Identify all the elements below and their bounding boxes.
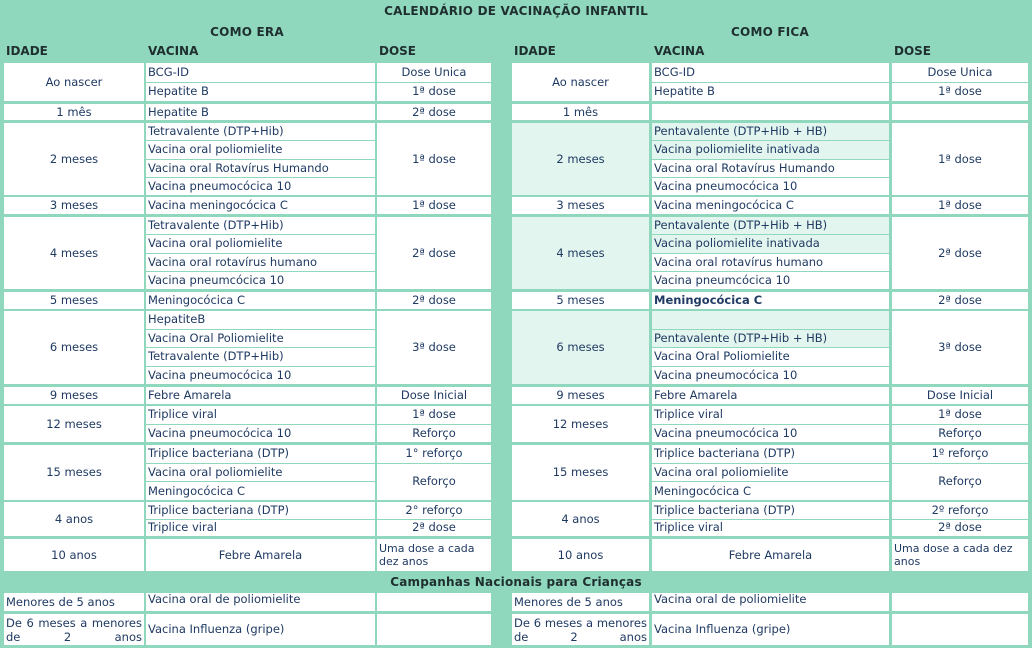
age-cell-new: 5 meses [512,292,649,309]
dose-cell-old: 2ª dose [377,217,491,289]
right-campaign-vaccine: Vacina Influenza (gripe) [652,614,889,645]
right-header-age: IDADE [512,43,649,60]
vaccine-cell-old: Vacina oral Rotavírus Humando [146,160,375,177]
dose-cell-new: Dose Unica [892,63,1028,82]
vaccine-cell-new: Pentavalente (DTP+Hib + HB) [652,123,889,140]
campaigns-title: Campanhas Nacionais para Crianças [4,574,1028,590]
vaccine-cell-new: Triplice bacteriana (DTP) [652,445,889,463]
vaccine-cell-old: Vacina oral poliomielite [146,235,375,252]
vaccine-cell-old: Vacina oral poliomielite [146,141,375,158]
vaccine-cell-old: BCG-ID [146,63,375,82]
right-campaign-age: Menores de 5 anos [512,593,649,611]
vaccine-cell-old: Tetravalente (DTP+Hib) [146,217,375,234]
dose-cell-old: 1° reforço [377,445,491,463]
vaccine-cell-old: Triplice bacteriana (DTP) [146,502,375,519]
vaccine-cell-old: HepatiteB [146,311,375,329]
dose-cell-new: 3ª dose [892,311,1028,384]
left-campaign-dose [377,614,491,645]
dose-cell-old: Dose Unica [377,63,491,82]
vaccine-cell-old: Hepatite B [146,104,375,120]
vaccine-cell-old: Hepatite B [146,83,375,102]
dose-cell-old: 2ª dose [377,292,491,309]
age-cell-old: 9 meses [4,387,144,404]
left-campaign-vaccine: Vacina Influenza (gripe) [146,614,375,645]
dose-cell-new: Dose Inicial [892,387,1028,404]
vaccine-cell-new: Triplice viral [652,406,889,424]
age-cell-old: 1 mês [4,104,144,120]
vaccine-cell-new: Vacina oral Rotavírus Humando [652,160,889,177]
age-cell-new: 12 meses [512,406,649,442]
age-cell-new: 10 anos [512,539,649,571]
center-divider [492,22,510,648]
vaccine-cell-new [652,311,889,329]
age-cell-new: 9 meses [512,387,649,404]
dose-cell-old: Reforço [377,464,491,500]
dose-cell-new: 2º reforço [892,502,1028,519]
left-header-age: IDADE [4,43,144,60]
vaccine-cell-new: Vacina pneumocócica 10 [652,178,889,195]
vaccine-cell-new: Vacina oral rotavírus humano [652,254,889,271]
dose-cell-new: 1ª dose [892,406,1028,424]
age-cell-old: 12 meses [4,406,144,442]
vaccine-cell-new: Triplice viral [652,520,889,537]
dose-cell-new: Reforço [892,425,1028,443]
age-cell-old: 5 meses [4,292,144,309]
vaccine-cell-old: Triplice bacteriana (DTP) [146,445,375,463]
vaccine-cell-old: Vacina pneumocócica 10 [146,367,375,385]
dose-cell-new: 1ª dose [892,123,1028,195]
age-cell-new: Ao nascer [512,63,649,101]
dose-cell-new: 2ª dose [892,520,1028,537]
age-cell-old: 3 meses [4,197,144,214]
vaccine-cell-new: Vacina poliomielite inativada [652,141,889,158]
right-campaign-age: De 6 meses a menores de 2 anos [514,615,647,644]
vaccine-cell-new: Vacina pneumcócica 10 [652,272,889,289]
dose-cell-old: Reforço [377,425,491,443]
dose-cell-new: Uma dose a cada dez anos [892,539,1028,571]
dose-cell-old: 3ª dose [377,311,491,384]
dose-cell-new: 1ª dose [892,83,1028,102]
dose-cell-old: Uma dose a cada dez anos [377,539,491,571]
age-cell-old: 6 meses [4,311,144,384]
right-header-vaccine: VACINA [652,43,889,60]
dose-cell-old: 1ª dose [377,406,491,424]
dose-cell-new: 1º reforço [892,445,1028,463]
left-campaign-age: Menores de 5 anos [4,593,144,611]
age-cell-new: 6 meses [512,311,649,384]
vaccine-cell-new: Pentavalente (DTP+Hib + HB) [652,217,889,234]
vaccine-cell-new: Triplice bacteriana (DTP) [652,502,889,519]
dose-cell-old: 2ª dose [377,104,491,120]
vaccine-cell-new: Febre Amarela [652,539,889,571]
dose-cell-old: 2ª dose [377,520,491,537]
dose-cell-old: 1ª dose [377,83,491,102]
left-campaign-dose [377,593,491,611]
vaccine-cell-new: Febre Amarela [652,387,889,404]
right-header-dose: DOSE [892,43,1028,60]
vaccine-cell-old: Tetravalente (DTP+Hib) [146,123,375,140]
vaccine-cell-old: Vacina oral rotavírus humano [146,254,375,271]
age-cell-new: 4 anos [512,502,649,536]
vaccine-cell-old: Meningocócica C [146,292,375,309]
age-cell-old: 4 meses [4,217,144,289]
vaccine-cell-new: Vacina meningocócica C [652,197,889,214]
vaccine-cell-old: Meningocócica C [146,482,375,500]
dose-cell-new [892,104,1028,120]
vaccine-cell-old: Vacina pneumocócica 10 [146,425,375,443]
vaccine-cell-new: Meningocócica C [652,482,889,500]
vaccine-cell-old: Vacina pneumcócica 10 [146,272,375,289]
vaccine-cell-new: Meningocócica C [652,292,889,309]
vaccine-cell-old: Vacina meningocócica C [146,197,375,214]
vaccine-cell-new: Vacina Oral Poliomielite [652,348,889,366]
right-campaign-dose [892,614,1028,645]
age-cell-old: 10 anos [4,539,144,571]
vaccine-cell-new: Vacina oral poliomielite [652,464,889,482]
left-header-vaccine: VACINA [146,43,375,60]
age-cell-new: 2 meses [512,123,649,195]
vaccine-cell-old: Vacina pneumocócica 10 [146,178,375,195]
age-cell-new: 3 meses [512,197,649,214]
vaccine-cell-old: Febre Amarela [146,387,375,404]
vaccine-cell-old: Tetravalente (DTP+Hib) [146,348,375,366]
vaccine-cell-new: Hepatite B [652,83,889,102]
dose-cell-old: 1ª dose [377,123,491,195]
left-header-dose: DOSE [377,43,491,60]
left-campaign-vaccine: Vacina oral de poliomielite [146,593,375,611]
right-section-title: COMO FICA [512,24,1028,41]
dose-cell-new: 1ª dose [892,197,1028,214]
vaccine-cell-old: Vacina Oral Poliomielite [146,330,375,348]
vaccine-cell-old: Triplice viral [146,406,375,424]
vaccine-cell-old: Vacina oral poliomielite [146,464,375,482]
vaccine-cell-old: Triplice viral [146,520,375,537]
left-campaign-age: De 6 meses a menores de 2 anos [6,615,142,644]
age-cell-old: Ao nascer [4,63,144,101]
age-cell-new: 1 mês [512,104,649,120]
dose-cell-old: 2° reforço [377,502,491,519]
vaccine-cell-new: Pentavalente (DTP+Hib + HB) [652,330,889,348]
dose-cell-new: 2ª dose [892,292,1028,309]
age-cell-new: 4 meses [512,217,649,289]
dose-cell-old: 1ª dose [377,197,491,214]
age-cell-old: 4 anos [4,502,144,536]
left-section-title: COMO ERA [4,24,490,41]
dose-cell-old: Dose Inicial [377,387,491,404]
vaccine-cell-old: Febre Amarela [146,539,375,571]
right-campaign-vaccine: Vacina oral de poliomielite [652,593,889,611]
age-cell-old: 15 meses [4,445,144,500]
vaccine-cell-new: Vacina poliomielite inativada [652,235,889,252]
table-title: CALENDÁRIO DE VACINAÇÃO INFANTIL [4,3,1028,20]
age-cell-new: 15 meses [512,445,649,500]
age-cell-old: 2 meses [4,123,144,195]
dose-cell-new: 2ª dose [892,217,1028,289]
vaccine-cell-new: Vacina pneumocócica 10 [652,425,889,443]
vaccine-cell-new [652,104,889,120]
right-campaign-dose [892,593,1028,611]
dose-cell-new: Reforço [892,464,1028,500]
vaccine-cell-new: Vacina pneumocócica 10 [652,367,889,385]
vaccine-cell-new: BCG-ID [652,63,889,82]
